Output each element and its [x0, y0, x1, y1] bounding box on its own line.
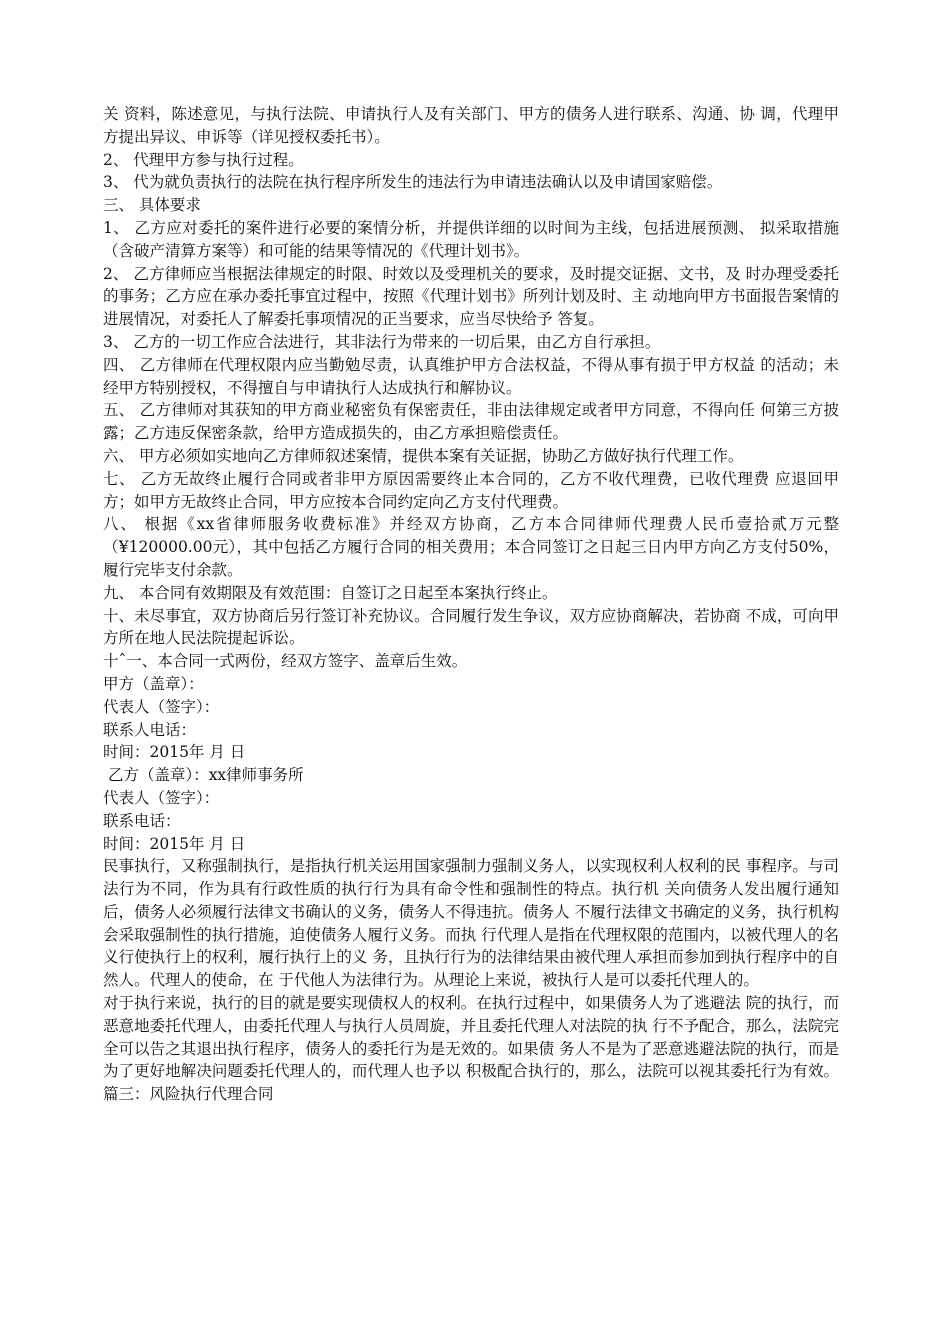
party-b-date: 时间：2015年 月 日	[103, 834, 246, 853]
clause-6: 六、 甲方必须如实地向乙方律师叙述案情，提供本案有关证据，协助乙方做好执行代理工作。	[103, 446, 744, 465]
clause-10: 十、未尽事宜，双方协商后另行签订补充协议。合同履行发生争议，双方应协商解决，若协商 不成，可向甲方所在地人民法院提起诉讼。	[103, 606, 839, 648]
party-b-seal: 乙方（盖章）：xx律师事务所	[103, 766, 304, 785]
clause-4: 四、 乙方律师在代理权限内应当勤勉尽责，认真维护甲方合法权益，不得从事有损于甲方权益 的活动；未经甲方特别授权，不得擅自与申请执行人达成执行和解协议。	[103, 355, 839, 397]
document-page	[103, 103, 839, 1106]
paragraph-scope-item-3: 3、 代为就负责执行的法院在执行程序所发生的违法行为申请违法确认以及申请国家赔偿。	[103, 173, 723, 192]
clause-5: 五、 乙方律师对其获知的甲方商业秘密负有保密责任，非由法律规定或者甲方同意，不得向任 何第三方披露；乙方违反保密条款，给甲方造成损失的，由乙方承担赔偿责任。	[103, 401, 839, 443]
party-a-representative: 代表人（签字）：	[103, 697, 220, 716]
clause-8-fee: 八、 根据《xx省律师服务收费标准》并经双方协商，乙方本合同律师代理费人民币壹拾贰万元整（¥120000.00元），其中包括乙方履行合同的相关费用；本合同签订之日起三日内甲方向乙方支付50%，履行完毕支付余款。	[103, 515, 839, 579]
clause-7: 七、 乙方无故终止履行合同或者非甲方原因需要终止本合同的，乙方不收代理费，已收代理费 应退回甲方；如甲方无故终止合同，甲方应按本合同约定向乙方支付代理费。	[103, 469, 839, 511]
clause-11: 十ˆ一、本合同一式两份，经双方签字、盖章后生效。	[103, 652, 468, 671]
section-heading-requirements: 三、 具体要求	[103, 196, 201, 215]
paragraph-requirement-1: 1、 乙方应对委托的案件进行必要的案情分析，并提供详细的以时间为主线，包括进展预测、 拟采取措施（含破产清算方案等）和可能的结果等情况的《代理计划书》。	[103, 218, 839, 260]
party-b-representative: 代表人（签字）：	[103, 788, 220, 807]
paragraph-civil-execution: 民事执行，又称强制执行，是指执行机关运用国家强制力强制义务人，以实现权利人权利的民 事程序。与司法行为不同，作为具有行政性质的执行行为具有命令性和强制性的特点。执行机 关向债务人发出履行通知后，债务人必须履行法律文书确认的义务，债务人不得违抗。债务人 不履行法律文书确定的义务，执行机构会采取强制性的执行措施，迫使债务人履行义务。而执 行代理人是指在代理权限的范围内，以被代理人的名义行使执行上的权利，履行执行上的义 务，且执行行为的法律结果由被代理人承担而参加到执行程序中的自然人。代理人的使命，在 于代他人为法律行为。从理论上来说，被执行人是可以委托代理人的。	[103, 857, 839, 990]
party-a-phone: 联系人电话：	[103, 720, 197, 739]
party-a-date: 时间：2015年 月 日	[103, 743, 246, 762]
paragraph-scope-item-2: 2、 代理甲方参与执行过程。	[103, 150, 304, 169]
paragraph-requirement-2: 2、 乙方律师应当根据法律规定的时限、时效以及受理机关的要求，及时提交证据、文书，及 时办理受委托的事务；乙方应在承办委托事宜过程中，按照《代理计划书》所列计划及时、主 动地向甲方书面报告案情的进展情况，对委托人了解委托事项情况的正当要求，应当尽快给予 答复。	[103, 264, 839, 329]
paragraph-scope-continued: 关 资料，陈述意见，与执行法院、申请执行人及有关部门、甲方的债务人进行联系、沟通、协 调，代理甲方提出异议、申诉等（详见授权委托书）。	[103, 105, 839, 146]
party-a-seal: 甲方（盖章）：	[103, 674, 204, 693]
paragraph-execution-purpose: 对于执行来说，执行的目的就是要实现债权人的权利。在执行过程中，如果债务人为了逃避法 院的执行，而恶意地委托代理人，由委托代理人与执行人员周旋，并且委托代理人对法院的执 行不予配合，那么，法院完全可以告之其退出执行程序，债务人的委托行为是无效的。如果债 务人不是为了恶意逃避法院的执行，而是为了更好地解决问题委托代理人的，而代理人也予以 积极配合执行的，那么，法院可以视其委托行为有效。篇三：风险执行代理合同	[103, 994, 839, 1104]
party-b-phone: 联系电话：	[103, 811, 181, 830]
clause-9: 九、 本合同有效期限及有效范围：自签订之日起至本案执行终止。	[103, 583, 558, 602]
paragraph-requirement-3: 3、 乙方的一切工作应合法进行，其非法行为带来的一切后果，由乙方自行承担。	[103, 332, 661, 351]
